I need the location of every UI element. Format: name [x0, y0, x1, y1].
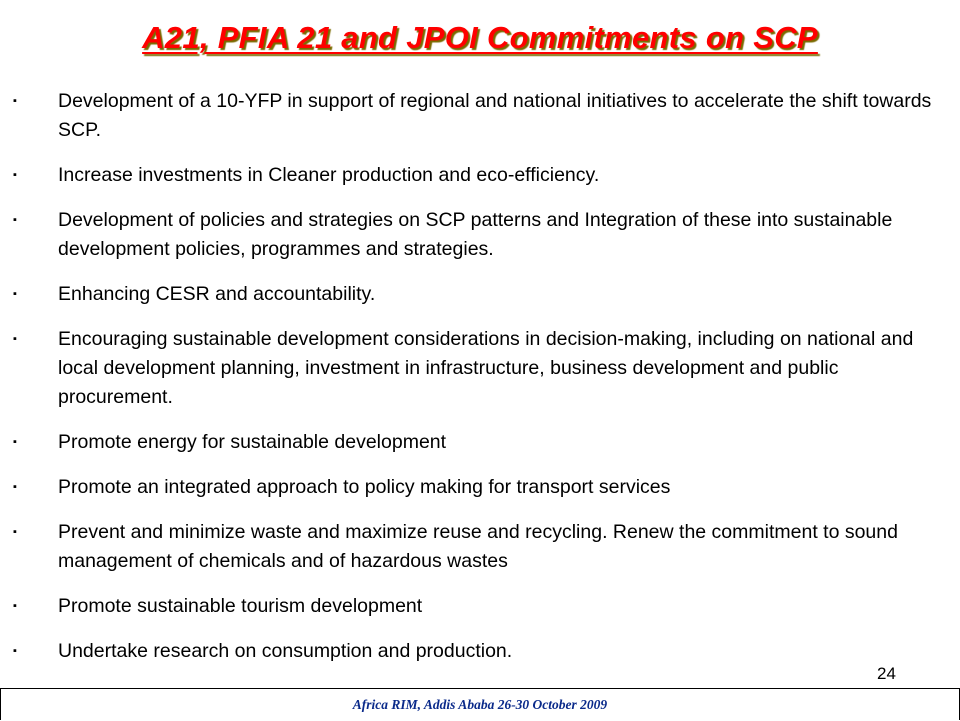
bullet-square-icon: ▪ [13, 600, 17, 612]
list-item-text: Promote an integrated approach to policy making for transport services [58, 476, 671, 498]
bullet-square-icon: ▪ [13, 481, 17, 493]
list-item [13, 637, 958, 666]
list-item [13, 87, 958, 145]
list-item-text: Enhancing CESR and accountability. [58, 283, 376, 305]
list-item [13, 473, 958, 502]
list-item-text: Encouraging sustainable development considerations in decision-making, including on national and local development planning, investment in infrastructure, business development and public procurement. [58, 328, 914, 408]
list-item-text: Promote sustainable tourism development [58, 595, 423, 617]
list-item-text: Development of policies and strategies on SCP patterns and Integration of these into sustainable development policies, programmes and strategies. [58, 209, 893, 260]
list-item-text: Promote energy for sustainable development [58, 431, 447, 453]
bullet-square-icon: ▪ [13, 214, 17, 226]
bullet-square-icon: ▪ [13, 645, 17, 657]
list-item [13, 161, 958, 190]
bullet-square-icon: ▪ [13, 95, 17, 107]
list-item [13, 280, 958, 309]
bullet-square-icon: ▪ [13, 288, 17, 300]
bullet-square-icon: ▪ [13, 526, 17, 538]
slide-title: A21, PFIA 21 and JPOI Commitments on SCP [142, 20, 818, 55]
list-item-text: Development of a 10-YFP in support of regional and national initiatives to accelerate the shift towards SCP. [58, 90, 932, 141]
list-item-text: Increase investments in Cleaner production and eco-efficiency. [58, 164, 600, 186]
list-item [13, 428, 958, 457]
bullet-square-icon: ▪ [13, 169, 17, 181]
list-item [13, 592, 958, 621]
list-item-text: Undertake research on consumption and production. [58, 640, 513, 662]
footer-text: Africa RIM, Addis Ababa 26-30 October 2009 [352, 697, 608, 712]
list-item [13, 325, 958, 412]
bullet-list [13, 87, 958, 682]
bullet-square-icon: ▪ [13, 436, 17, 448]
list-item [13, 206, 958, 264]
bullet-square-icon: ▪ [13, 333, 17, 345]
list-item-text: Prevent and minimize waste and maximize reuse and recycling. Renew the commitment to sound management of chemicals and of hazardous wastes [58, 521, 898, 572]
page-number: 24 [877, 664, 896, 683]
list-item [13, 518, 958, 576]
